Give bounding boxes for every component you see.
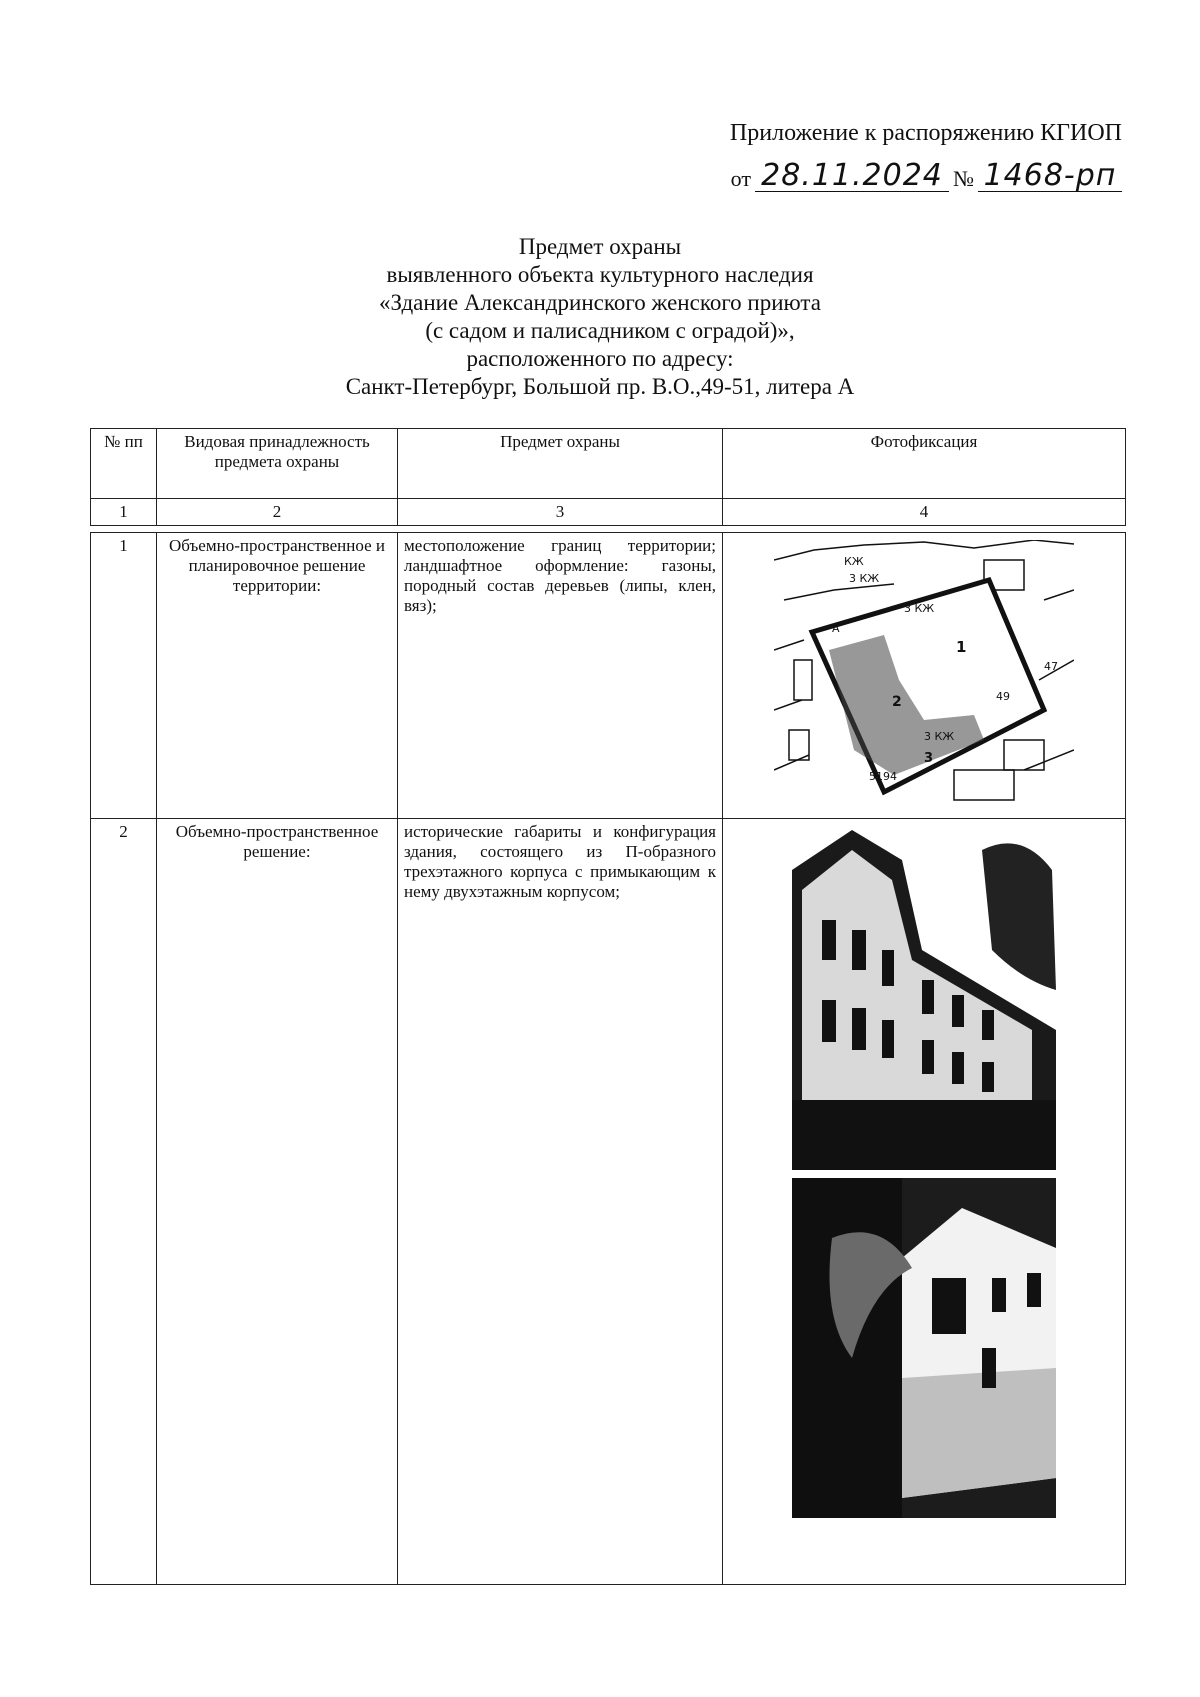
number-label: №	[953, 166, 974, 191]
document-title	[0, 233, 1200, 401]
col-number: 4	[723, 499, 1126, 526]
title-line: «Здание Александринского женского приюта	[379, 290, 821, 315]
site-plan-map	[774, 540, 1074, 810]
table-header-row	[91, 429, 1126, 499]
map-label: 3 КЖ	[849, 572, 880, 585]
table-row	[91, 819, 1126, 1585]
map-label: 3 КЖ	[924, 730, 955, 743]
from-label: от	[730, 166, 751, 191]
row-subject: местоположение границ территории; ландшафтное оформление: газоны, породный состав деревьев (липы, клен, вяз);	[398, 533, 723, 819]
row-photo-cell	[723, 819, 1126, 1585]
title-line: (с садом и палисадником с оградой)»,	[425, 318, 795, 343]
row-category: Объемно-пространственное и планировочное решение территории:	[157, 533, 398, 819]
col-number: 3	[398, 499, 723, 526]
column-number-row	[91, 499, 1126, 526]
map-label: КЖ	[844, 555, 864, 568]
row-category: Объемно-пространственное решение:	[157, 819, 398, 1585]
map-label: 3	[924, 751, 934, 766]
title-line: расположенного по адресу:	[466, 346, 734, 371]
map-label: 2	[892, 694, 902, 710]
spacer-row	[91, 526, 1126, 533]
header-subject: Предмет охраны	[398, 429, 723, 499]
header-category: Видовая принадлежность предмета охраны	[157, 429, 398, 499]
map-label: 5194	[869, 770, 897, 783]
header-num: № пп	[91, 429, 157, 499]
col-number: 1	[91, 499, 157, 526]
map-label: 3 КЖ	[904, 602, 935, 615]
map-label: 49	[996, 690, 1010, 703]
annex-title: Приложение к распоряжению КГИОП	[729, 120, 1122, 146]
handwritten-date: 28.11.2024	[755, 161, 949, 192]
map-label: А	[832, 622, 840, 635]
title-line: Предмет охраны	[518, 234, 682, 259]
row-num: 2	[91, 819, 157, 1585]
building-photo-wing	[792, 1178, 1056, 1518]
col-number: 2	[157, 499, 398, 526]
protection-subject-table	[90, 428, 1126, 1585]
row-photo-cell	[723, 533, 1126, 819]
row-num: 1	[91, 533, 157, 819]
map-label: 47	[1044, 660, 1058, 673]
row-subject: исторические габариты и конфигурация здания, состоящего из П-образного трехэтажного корпуса с примыкающим к нему двухэтажным корпусом;	[398, 819, 723, 1585]
table-row	[91, 533, 1126, 819]
map-label: 1	[956, 638, 967, 656]
annex-date-number	[730, 158, 1122, 193]
annex-header	[730, 120, 1122, 192]
handwritten-number: 1468-рп	[978, 161, 1122, 192]
header-photo: Фотофиксация	[723, 429, 1126, 499]
title-line: Санкт-Петербург, Большой пр. В.О.,49-51, литера А	[345, 374, 855, 399]
title-line: выявленного объекта культурного наследия	[386, 262, 814, 287]
building-photo-facade	[792, 830, 1056, 1170]
